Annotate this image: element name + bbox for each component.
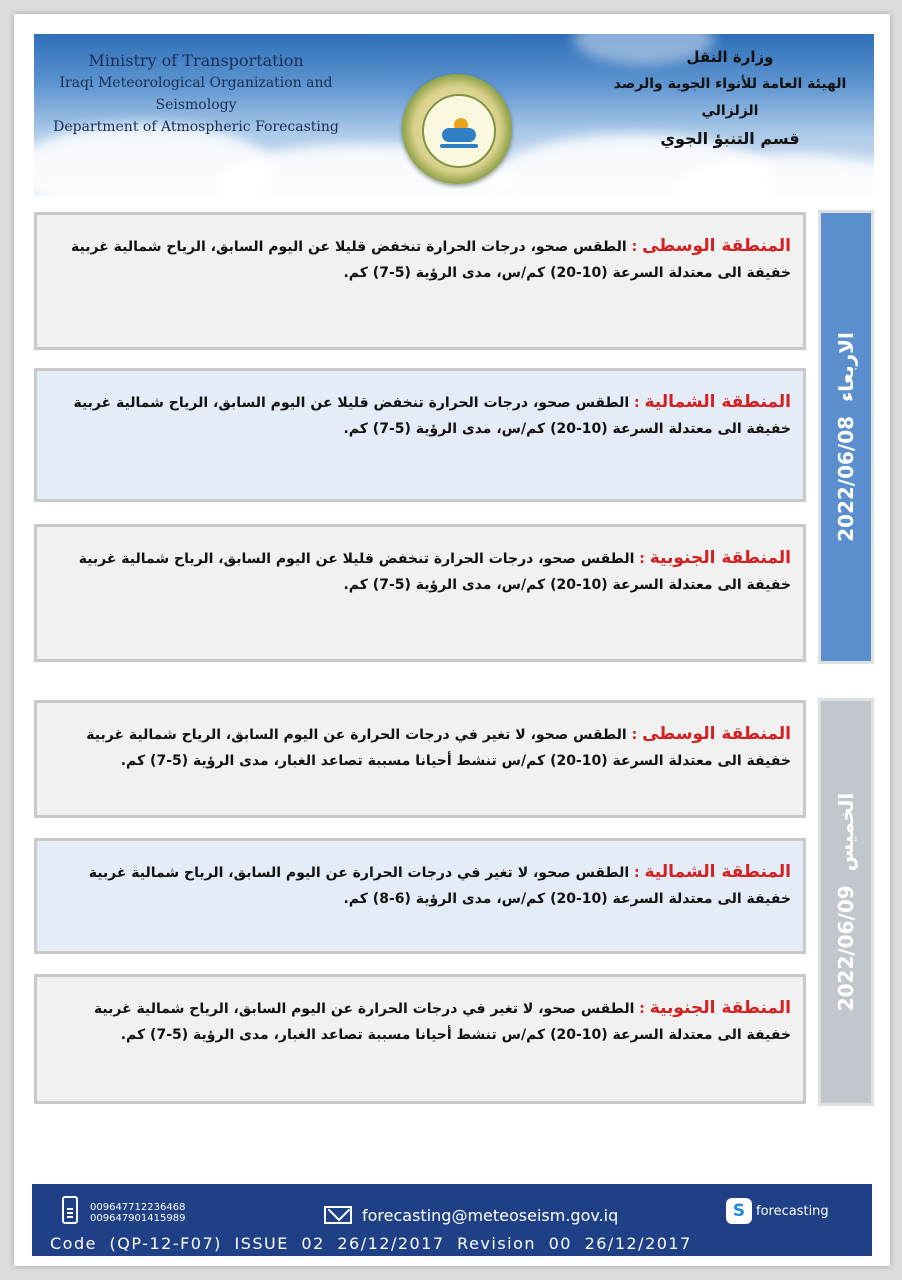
department-name-ar: قسم التنبؤ الجوي (660, 129, 800, 148)
day2-date: 2022/06/09 (834, 885, 858, 1012)
letterhead-arabic (600, 44, 860, 152)
forecast-day1-central: المنطقة الوسطى : الطقس صحو، درجات الحرارة تنخفض قليلا عن اليوم السابق، الرياح شمالية غربية خفيفة الى معتدلة السرعة (10-20) كم/س، مدى الرؤية (5-7) كم. (34, 212, 806, 350)
phone-number-1: 009647712236468 (90, 1202, 186, 1213)
phone-numbers (90, 1202, 185, 1224)
phone-number-2: 009647901415989 (90, 1213, 186, 1224)
skype-handle[interactable]: forecasting (756, 1204, 829, 1219)
organization-name-en: Iraqi Meteorological Organization and Seismology (59, 75, 333, 113)
region-title: المنطقة الجنوبية (649, 548, 791, 568)
region-title: المنطقة الوسطى (642, 724, 791, 744)
ministry-name-ar: وزارة النقل (686, 48, 774, 66)
mail-icon (324, 1206, 352, 1224)
email-address[interactable]: forecasting@meteoseism.gov.iq (362, 1206, 619, 1225)
day2-name: الخميس (834, 792, 858, 872)
forecast-text: الطقس صحو، لا تغير في درجات الحرارة عن اليوم السابق، الرياح شمالية غربية خفيفة الى معتدلة السرعة (10-20) كم/س تنشط أحيانا مسببة تصاعد الغبار، مدى الرؤية (5-7) كم. (93, 1001, 791, 1043)
department-name-en: Department of Atmospheric Forecasting (53, 119, 339, 135)
forecast-day2-northern: المنطقة الشمالية : الطقس صحو، لا تغير في درجات الحرارة عن اليوم السابق، الرياح شمالية غربية خفيفة الى معتدلة السرعة (10-20) كم/س، مدى الرؤية (6-8) كم. (34, 838, 806, 954)
forecast-day2-central: المنطقة الوسطى : الطقس صحو، لا تغير في درجات الحرارة عن اليوم السابق، الرياح شمالية غربية خفيفة الى معتدلة السرعة (10-20) كم/س تنشط أحيانا مسببة تصاعد الغبار، مدى الرؤية (5-7) كم. (34, 700, 806, 818)
forecast-text: الطقس صحو، درجات الحرارة تنخفض قليلا عن اليوم السابق، الرياح شمالية غربية خفيفة الى معتدلة السرعة (10-20) كم/س، مدى الرؤية (5-7) كم. (71, 239, 791, 281)
forecast-text: الطقس صحو، درجات الحرارة تنخفض قليلا عن اليوم السابق، الرياح شمالية غربية خفيفة الى معتدلة السرعة (10-20) كم/س، مدى الرؤية (5-7) كم. (78, 551, 791, 593)
region-title: المنطقة الشمالية (644, 392, 791, 412)
document-code-line: Code (QP-12-F07) ISSUE 02 26/12/2017 Revision 00 26/12/2017 (50, 1234, 692, 1253)
forecast-day2-southern: المنطقة الجنوبية : الطقس صحو، لا تغير في درجات الحرارة عن اليوم السابق، الرياح شمالية غربية خفيفة الى معتدلة السرعة (10-20) كم/س تنشط أحيانا مسببة تصاعد الغبار، مدى الرؤية (5-7) كم. (34, 974, 806, 1104)
day1-name: الاربعاء (834, 332, 858, 402)
forecast-text: الطقس صحو، درجات الحرارة تنخفض قليلا عن اليوم السابق، الرياح شمالية غربية خفيفة الى معتدلة السرعة (10-20) كم/س، مدى الرؤية (5-7) كم. (73, 395, 791, 437)
letterhead-banner (34, 34, 874, 196)
region-title: المنطقة الجنوبية (649, 998, 791, 1018)
forecast-day1-northern: المنطقة الشمالية : الطقس صحو، درجات الحرارة تنخفض قليلا عن اليوم السابق، الرياح شمالية غربية خفيفة الى معتدلة السرعة (10-20) كم/س، مدى الرؤية (5-7) كم. (34, 368, 806, 502)
day2-date-bar (818, 698, 874, 1106)
forecast-text: الطقس صحو، لا تغير في درجات الحرارة عن اليوم السابق، الرياح شمالية غربية خفيفة الى معتدلة السرعة (10-20) كم/س، مدى الرؤية (6-8) كم. (88, 865, 791, 907)
organization-logo (402, 74, 512, 184)
day1-date-bar (818, 210, 874, 664)
forecast-day1-southern: المنطقة الجنوبية : الطقس صحو، درجات الحرارة تنخفض قليلا عن اليوم السابق، الرياح شمالية غربية خفيفة الى معتدلة السرعة (10-20) كم/س، مدى الرؤية (5-7) كم. (34, 524, 806, 662)
phone-icon (62, 1196, 78, 1224)
day1-date: 2022/06/08 (834, 415, 858, 542)
skype-icon: S (726, 1198, 752, 1224)
region-title: المنطقة الوسطى (642, 236, 791, 256)
forecast-text: الطقس صحو، لا تغير في درجات الحرارة عن اليوم السابق، الرياح شمالية غربية خفيفة الى معتدلة السرعة (10-20) كم/س تنشط أحيانا مسببة تصاعد الغبار، مدى الرؤية (5-7) كم. (86, 727, 791, 769)
ministry-name-en: Ministry of Transportation (88, 51, 304, 70)
contact-footer (32, 1184, 872, 1256)
letterhead-english (46, 50, 346, 138)
organization-name-ar: الهيئة العامة للأنواء الجوية والرصد الزلزالي (613, 76, 847, 119)
region-title: المنطقة الشمالية (644, 862, 791, 882)
